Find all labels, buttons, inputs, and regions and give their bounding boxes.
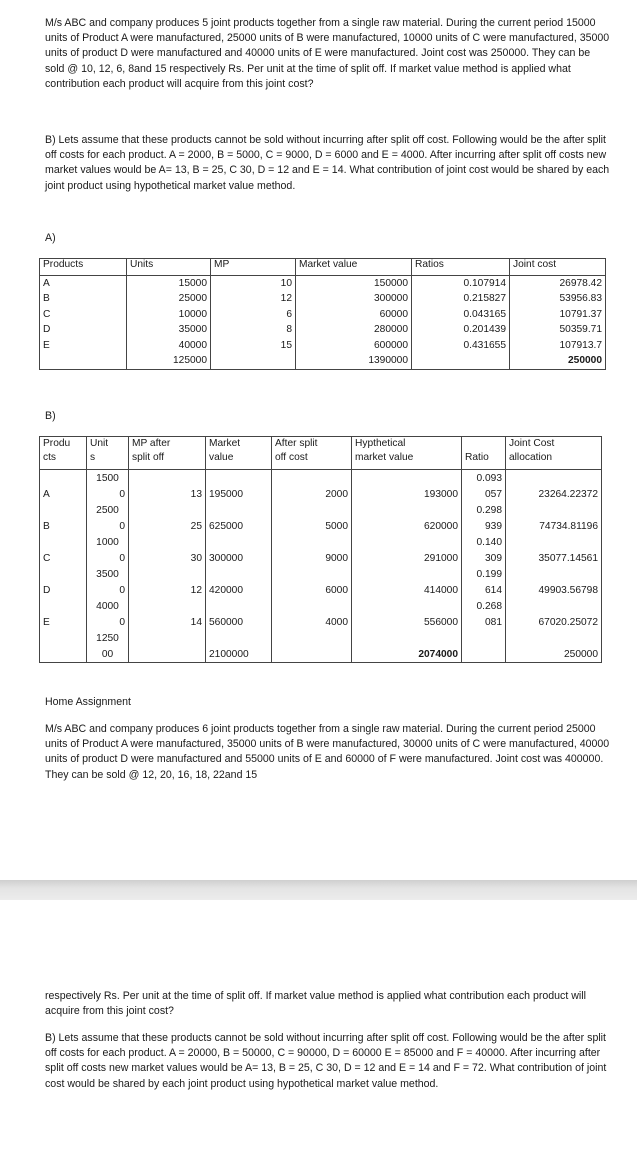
ratio-cell: 0.107914 [412, 275, 510, 291]
col-header-mp-after [129, 437, 206, 470]
units-cell: 0 [87, 486, 129, 502]
table-row [40, 486, 602, 502]
product-cell: A [40, 486, 87, 502]
col-header-market-value: Market value [296, 259, 412, 276]
units-cell: 35000 [127, 322, 211, 338]
col-header-products: Products [40, 259, 127, 276]
market-value-cell: 300000 [206, 550, 272, 566]
ratio-cell: 309 [462, 550, 506, 566]
ratio-cell: 0.215827 [412, 291, 510, 307]
table-row [40, 518, 602, 534]
units-cell: 1500 [87, 470, 129, 487]
total-market-value: 1390000 [296, 353, 412, 369]
col-header-mp: MP [211, 259, 296, 276]
ratio-cell: 0.093 [462, 470, 506, 487]
table-row [40, 338, 606, 354]
market-value-cell: 420000 [206, 582, 272, 598]
header-text: Ratio [465, 451, 489, 463]
ratio-cell: 0.431655 [412, 338, 510, 354]
table-row [40, 614, 602, 630]
header-text: Hypthetical [355, 438, 406, 449]
table-row [40, 322, 606, 338]
units-cell: 0 [87, 518, 129, 534]
home-assignment-paragraph-2: respectively Rs. Per unit at the time of split off. If market value method is applied what contribution each product will acquire from this joint cost? [45, 990, 586, 1018]
table-row [40, 307, 606, 323]
empty-cell [40, 353, 127, 369]
units-cell: 0 [87, 550, 129, 566]
table-row [40, 275, 606, 291]
problem-part-b: B) Lets assume that these products cannot be sold without incurring after split off cost. Following would be the after split off costs for each product. A = 2000, B = 5000, C = 9000, D = 6000 and E = 4000. After incurring after split off costs new market values would be A= 13, B = 25, C 30, D = 12 and E = 14. What contribution of joint cost would be shared by each joint product using hypothetical market value method. [45, 134, 610, 192]
total-units: 125000 [127, 353, 211, 369]
units-cell: 0 [87, 614, 129, 630]
header-text: market value [355, 451, 414, 463]
table-row [40, 470, 602, 487]
hypothetical-cell: 414000 [352, 582, 462, 598]
total-allocation: 250000 [506, 646, 602, 663]
product-cell: D [40, 582, 87, 598]
after-split-cell: 5000 [272, 518, 352, 534]
table-row [40, 582, 602, 598]
ratio-cell: 0.043165 [412, 307, 510, 323]
header-text: cts [43, 451, 57, 463]
product-cell: B [40, 518, 87, 534]
mp-cell: 12 [129, 582, 206, 598]
ratio-cell: 081 [462, 614, 506, 630]
ratio-cell: 0.199 [462, 566, 506, 582]
mp-cell: 30 [129, 550, 206, 566]
page-break [0, 880, 637, 900]
product-cell: B [40, 291, 127, 307]
mp-cell: 25 [129, 518, 206, 534]
table-total-row [40, 353, 606, 369]
header-text: Joint Cost [509, 438, 555, 449]
ratio-cell: 614 [462, 582, 506, 598]
total-hypothetical: 2074000 [352, 646, 462, 663]
joint-cost-cell: 53956.83 [510, 291, 606, 307]
home-assignment-title: Home Assignment [45, 696, 131, 708]
section-b-label: B) [45, 410, 56, 422]
empty-cell [211, 353, 296, 369]
col-header-products [40, 437, 87, 470]
header-text: Market [209, 438, 241, 449]
hypothetical-cell: 620000 [352, 518, 462, 534]
table-total-row [40, 630, 602, 646]
col-header-after-split [272, 437, 352, 470]
header-text: Produ [43, 438, 71, 449]
product-cell: A [40, 275, 127, 291]
ratio-cell: 0.201439 [412, 322, 510, 338]
mp-cell: 12 [211, 291, 296, 307]
problem-intro: M/s ABC and company produces 5 joint products together from a single raw material. During the current period 15000 units of Product A were manufactured, 25000 units of B were manufactured, 10000 units of C were manufactured, 35000 units of product D were manufactured and 40000 units of E were manufactured. Joint cost was 250000. They can be sold @ 10, 12, 6, 8and 15 respectively Rs. Per unit at the time of split off. If market value method is applied what contribution each product will acquire from this joint cost? [45, 17, 610, 90]
table-row [40, 566, 602, 582]
product-cell: C [40, 550, 87, 566]
hypothetical-cell: 556000 [352, 614, 462, 630]
hypothetical-cell: 193000 [352, 486, 462, 502]
allocation-cell: 49903.56798 [506, 582, 602, 598]
col-header-ratio [462, 437, 506, 470]
units-cell: 1000 [87, 534, 129, 550]
section-a-label: A) [45, 232, 56, 244]
col-header-units: Units [127, 259, 211, 276]
table-row [40, 502, 602, 518]
mp-cell: 10 [211, 275, 296, 291]
market-value-cell: 560000 [206, 614, 272, 630]
header-text: value [209, 451, 234, 463]
total-market-value: 2100000 [206, 646, 272, 663]
product-cell: E [40, 338, 127, 354]
ratio-cell: 0.140 [462, 534, 506, 550]
header-text: Unit [90, 438, 109, 449]
ratio-cell: 939 [462, 518, 506, 534]
after-split-cell: 9000 [272, 550, 352, 566]
hypothetical-market-value-table [39, 436, 602, 663]
ratio-cell: 0.298 [462, 502, 506, 518]
table-row [40, 534, 602, 550]
units-cell: 2500 [87, 502, 129, 518]
hypothetical-cell: 291000 [352, 550, 462, 566]
market-value-cell: 600000 [296, 338, 412, 354]
table-row [40, 598, 602, 614]
header-text: s [90, 451, 96, 463]
units-cell: 4000 [87, 598, 129, 614]
joint-cost-cell: 50359.71 [510, 322, 606, 338]
total-units: 1250 [87, 630, 129, 646]
joint-cost-cell: 107913.7 [510, 338, 606, 354]
col-header-joint-cost: Joint cost [510, 259, 606, 276]
table-row [40, 550, 602, 566]
table-header-row [40, 437, 602, 470]
header-text: allocation [509, 451, 553, 463]
header-text: off cost [275, 451, 308, 463]
units-cell: 15000 [127, 275, 211, 291]
col-header-units [87, 437, 129, 470]
total-joint-cost: 250000 [510, 353, 606, 369]
units-cell: 10000 [127, 307, 211, 323]
col-header-hypothetical [352, 437, 462, 470]
market-value-cell: 60000 [296, 307, 412, 323]
market-value-cell: 300000 [296, 291, 412, 307]
units-cell: 0 [87, 582, 129, 598]
allocation-cell: 23264.22372 [506, 486, 602, 502]
table-header-row [40, 259, 606, 276]
mp-cell: 14 [129, 614, 206, 630]
document-page-2 [0, 900, 637, 1161]
col-header-market-value [206, 437, 272, 470]
market-value-cell: 625000 [206, 518, 272, 534]
table-row [40, 291, 606, 307]
product-cell: C [40, 307, 127, 323]
market-value-cell: 280000 [296, 322, 412, 338]
empty-cell [412, 353, 510, 369]
product-cell: D [40, 322, 127, 338]
home-assignment-paragraph-3: B) Lets assume that these products cannot be sold without incurring after split off cost. Following would be the after split off costs for each product. A = 20000, B = 50000, C = 90000, D = 60000 E = 85000 and F = 40000. After incurring after split off costs new market values would be A= 13, B = 25, C 30, D = 12 and E = 14 and F = 72. What contribution of joint cost would be shared by each joint product using hypothetical market value method. [45, 1032, 607, 1090]
header-text: split off [132, 451, 165, 463]
mp-cell: 6 [211, 307, 296, 323]
units-cell: 25000 [127, 291, 211, 307]
allocation-cell: 35077.14561 [506, 550, 602, 566]
header-text: MP after [132, 438, 171, 449]
product-cell: E [40, 614, 87, 630]
total-units: 00 [87, 646, 129, 663]
col-header-joint-cost-allocation [506, 437, 602, 470]
units-cell: 3500 [87, 566, 129, 582]
allocation-cell: 74734.81196 [506, 518, 602, 534]
units-cell: 40000 [127, 338, 211, 354]
home-assignment-paragraph-1: M/s ABC and company produces 6 joint products together from a single raw material. During the current period 25000 units of Product A were manufactured, 35000 units of B were manufactured, 30000 units of C were manufactured, 40000 units of product D were manufactured and 55000 units of E and 60000 of F were manufactured. Joint cost was 400000. They can be sold @ 12, 20, 16, 18, 22and 15 [45, 723, 610, 781]
table-total-row [40, 646, 602, 663]
mp-cell: 15 [211, 338, 296, 354]
market-value-table [39, 258, 606, 370]
market-value-cell: 150000 [296, 275, 412, 291]
after-split-cell: 2000 [272, 486, 352, 502]
col-header-ratios: Ratios [412, 259, 510, 276]
market-value-cell: 195000 [206, 486, 272, 502]
mp-cell: 13 [129, 486, 206, 502]
after-split-cell: 4000 [272, 614, 352, 630]
ratio-cell: 057 [462, 486, 506, 502]
joint-cost-cell: 10791.37 [510, 307, 606, 323]
ratio-cell: 0.268 [462, 598, 506, 614]
mp-cell: 8 [211, 322, 296, 338]
joint-cost-cell: 26978.42 [510, 275, 606, 291]
header-text: After split [275, 438, 318, 449]
allocation-cell: 67020.25072 [506, 614, 602, 630]
after-split-cell: 6000 [272, 582, 352, 598]
